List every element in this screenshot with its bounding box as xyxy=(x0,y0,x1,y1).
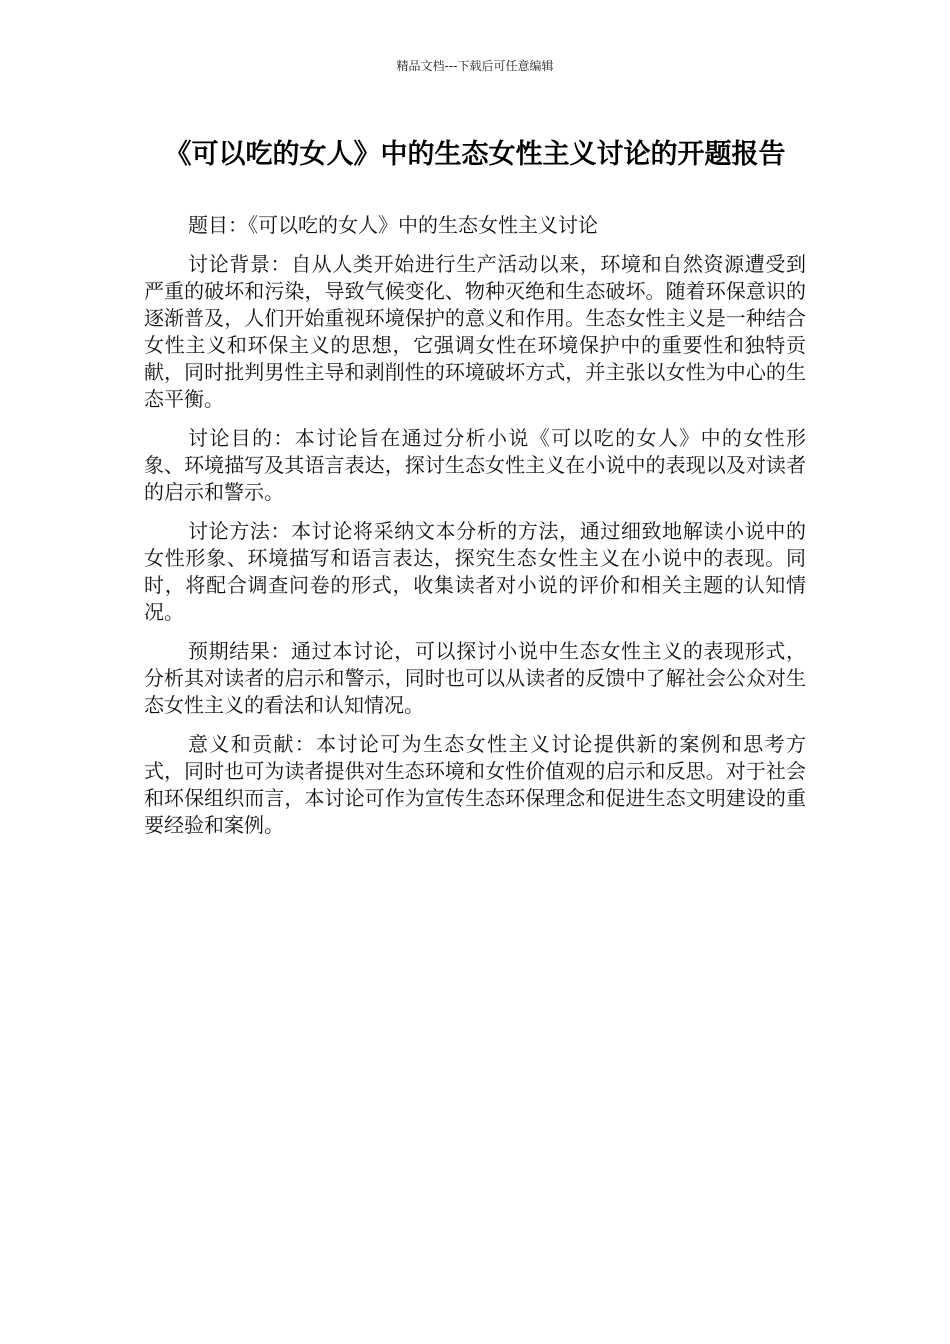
paragraph-purpose: 讨论目的：本讨论旨在通过分析小说《可以吃的女人》中的女性形象、环境描写及其语言表达，探讨生态女性主义在小说中的表现以及对读者的启示和警示。 xyxy=(144,426,806,504)
paragraph-expected-results: 预期结果：通过本讨论，可以探讨小说中生态女性主义的表现形式，分析其对读者的启示和警示，同时也可以从读者的反馈中了解社会公众对生态女性主义的看法和认知情况。 xyxy=(144,639,806,717)
paragraph-method: 讨论方法：本讨论将采纳文本分析的方法，通过细致地解读小说中的女性形象、环境描写和语言表达，探究生态女性主义在小说中的表现。同时，将配合调查问卷的形式，收集读者对小说的评价和相关主题的认知情况。 xyxy=(144,519,806,624)
header-note: 精品文档---下载后可任意编辑 xyxy=(396,59,554,73)
document-body xyxy=(144,212,806,851)
document-title: 《可以吃的女人》中的生态女性主义讨论的开题报告 xyxy=(164,139,786,170)
paragraph-background: 讨论背景：自从人类开始进行生产活动以来，环境和自然资源遭受到严重的破坏和污染，导致气候变化、物种灭绝和生态破坏。随着环保意识的逐渐普及，人们开始重视环境保护的意义和作用。生态女性主义是一种结合女性主义和环保主义的思想，它强调女性在环境保护中的重要性和独特贡献，同时批判男性主导和剥削性的环境破坏方式，并主张以女性为中心的生态平衡。 xyxy=(144,252,806,411)
paragraph-significance: 意义和贡献：本讨论可为生态女性主义讨论提供新的案例和思考方式，同时也可为读者提供对生态环境和女性价值观的启示和反思。对于社会和环保组织而言，本讨论可作为宣传生态环保理念和促进生态文明建设的重要经验和案例。 xyxy=(144,732,806,837)
paragraph-topic: 题目：《可以吃的女人》中的生态女性主义讨论 xyxy=(188,213,598,237)
